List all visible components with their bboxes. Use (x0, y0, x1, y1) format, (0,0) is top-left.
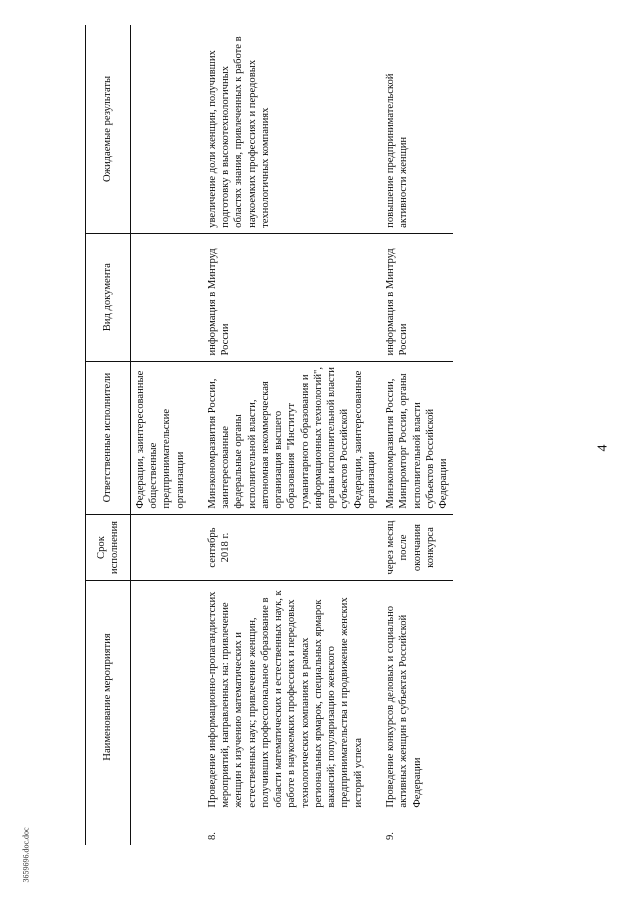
row-number: 9. (385, 832, 397, 840)
table-row (203, 25, 381, 845)
header-doc-type: Вид документа (86, 233, 131, 361)
continuation-row (131, 25, 204, 845)
measures-table (85, 25, 453, 845)
document-filename: 3659696.doc.doc (21, 827, 31, 883)
table-header-row (86, 25, 131, 845)
row-executors: Минэкономразвития России, Минпромторг России, органы исполнительной власти субъектов Российской Федерации (381, 361, 453, 514)
row-doc-type: информация в Минтруд России (203, 233, 381, 361)
table-row (381, 25, 453, 845)
row-executors: Минэкономразвития России, заинтересованные федеральные органы исполнительной власти, автономная некоммерческая организация высшего образования "Институт гуманитарного образования и информационных технологий", органы исполнительной власти субъектов Российской Федерации, заинтересованные организации (203, 361, 381, 514)
row-term: через месяц после окончания конкурса (381, 514, 453, 581)
row-results: увеличение доли женщин, получивших подготовку в высокотехнологичных областях знания, привлеченных к работе в наукоемких профессиях и передовых технологичных компаниях (203, 25, 381, 233)
row-term: сентябрь 2018 г. (203, 514, 381, 581)
row-name: Проведение конкурсов деловых и социально активных женщин в субъектах Российской Федерации (385, 605, 423, 808)
header-name: Наименование мероприятия (86, 581, 131, 813)
rotated-table-container (85, 25, 590, 845)
header-results: Ожидаемые результаты (86, 25, 131, 233)
header-term: Срок исполнения (86, 514, 131, 581)
header-executors: Ответственные исполнители (86, 361, 131, 514)
row-results: повышение предпринимательской активности женщин (381, 25, 453, 233)
row-name: Проведение информационно-пропагандистских мероприятий, направленных на: привлечение женщин к изучению математических и естественных наук; привлечение женщин, получивших профессиональное образование в области математических и естественных наук, к работе в наукоемких профессиях и передовых технологических компаниях в рамках региональных ярмарок, специальных ярмарок вакансий; популяризацию женского предпринимательства и продвижение женских историй успеха (207, 590, 364, 808)
page-number: 4 (595, 444, 611, 452)
continuation-executors: Федерации, заинтересованные общественные предпринимательские организации (131, 361, 204, 514)
row-doc-type: информация в Минтруд России (381, 233, 453, 361)
header-number (86, 813, 131, 845)
row-number: 8. (207, 832, 218, 840)
